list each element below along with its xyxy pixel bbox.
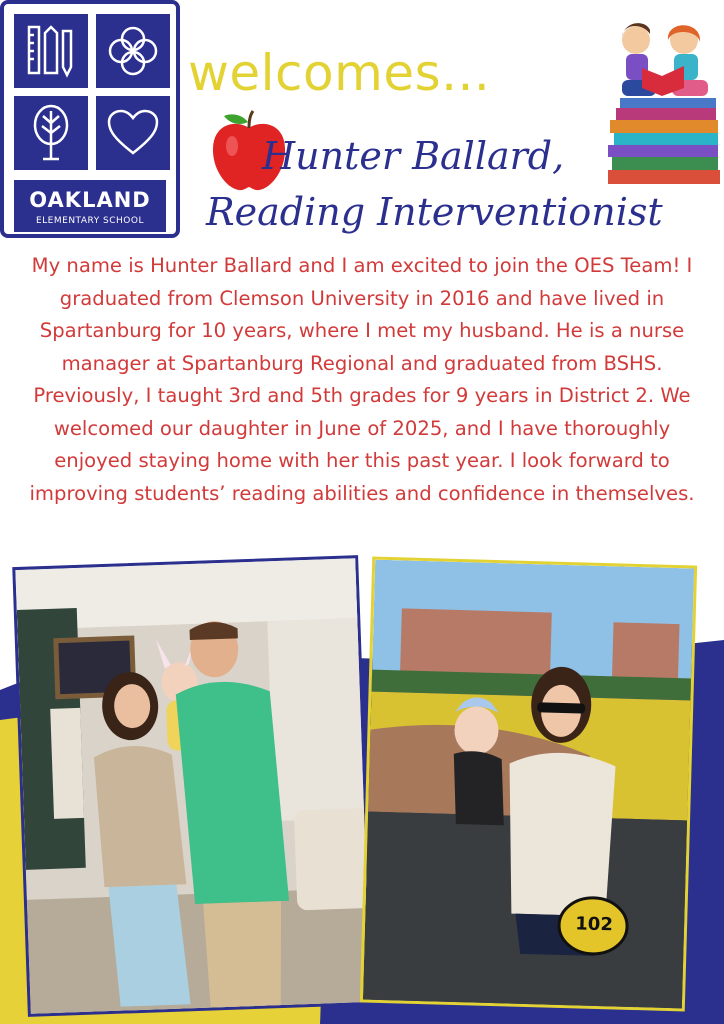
teacher-name: Hunter Ballard, — [262, 134, 565, 178]
tree-icon — [23, 103, 79, 163]
school-name-plate — [14, 180, 166, 232]
bio-paragraph: My name is Hunter Ballard and I am excited to join the OES Team! I graduated from Clemson University in 2016 and have lived in Spartanburg for 10 years, where I met my husband. He is a nurse manager at Spartanburg Regional and graduated from BSHS. Previously, I taught 3rd and 5th grades for 9 years in District 2. We welcomed our daughter in June of 2025, and I have thoroughly enjoyed staying home with her this past year. I look forward to improving students’ reading abilities and confidence in themselves. — [29, 254, 695, 505]
kids-reading-books-illustration — [606, 10, 722, 190]
school-name: OAKLAND — [29, 188, 151, 212]
stadium-photo — [360, 557, 697, 1012]
seat-sign-number: 102 — [575, 913, 614, 936]
school-logo — [0, 0, 180, 238]
school-supplies-tile — [14, 14, 88, 88]
family-photo-image — [15, 558, 373, 1017]
stadium-photo-image — [363, 560, 697, 1012]
book-stack-icon — [608, 98, 720, 184]
knot-icon — [104, 22, 162, 80]
heart-icon — [105, 107, 161, 159]
school-supplies-icon — [23, 23, 79, 79]
heart-tile — [96, 96, 170, 170]
family-photo — [12, 555, 373, 1017]
tree-tile — [14, 96, 88, 170]
welcome-heading: welcomes... — [188, 44, 491, 102]
knot-tile — [96, 14, 170, 88]
teacher-role: Reading Interventionist — [206, 190, 663, 234]
school-subtitle: ELEMENTARY SCHOOL — [35, 216, 144, 226]
